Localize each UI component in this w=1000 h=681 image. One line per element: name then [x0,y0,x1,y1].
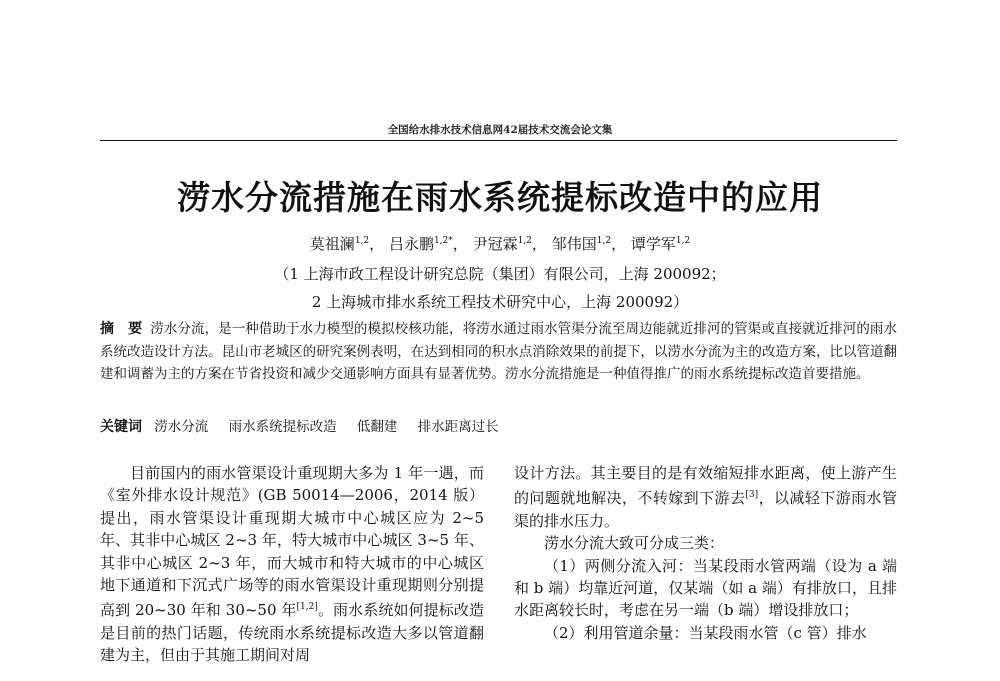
body-column-right [514,462,897,644]
author-affil-mark: 1,2 [675,236,691,246]
header-rule [100,140,897,141]
running-head: 全国给水排水技术信息网42届技术交流会论文集 [387,124,613,136]
body-text: 设计方法。其主要目的是有效缩短排水距离，使上游产生的问题就地解决，不转嫁到下游去 [514,464,897,508]
author-affil-mark: 1,2* [433,236,453,246]
author-name: 莫祖澜 [309,235,355,253]
citation: [3] [745,490,759,501]
body-paragraph [100,462,484,667]
keywords-label: 关键词 [100,419,142,435]
keywords [100,415,897,436]
author-separator: ， [531,235,547,253]
affiliation-1: （1 上海市政工程设计研究总院（集团）有限公司，上海 200092； [274,265,726,283]
body-paragraph: （2）利用管道余量：当某段雨水管（c 管）排水 [544,623,867,642]
author-affil-mark: 1,2 [596,236,612,246]
keyword: 排水距离过长 [417,419,499,435]
author-affil-mark: 1,2 [354,236,370,246]
abstract-text: 涝水分流，是一种借助于水力模型的模拟校核功能，将涝水通过雨水管渠分流至周边能就近排河的管渠或直接就近排河的雨水系统改造设计方法。昆山市老城区的研究案例表明，在达到相同的积水点消除效果的前提下，以涝水分流为主的改造方案，比以管道翻建和调蓄为主的方案在节省投资和减少交通影响方面具有显著优势。涝水分流措施是一种值得推广的雨水系统提标改造首要措施。 [100,321,898,382]
author-separator: ， [452,235,468,253]
paper-title: 涝水分流措施在雨水系统提标改造中的应用 [177,178,823,217]
abstract-label: 摘 要 [100,321,143,337]
keyword: 低翻建 [356,419,398,435]
author-separator: ， [369,235,385,253]
author-affil-mark: 1,2 [517,236,532,246]
keyword: 涝水分流 [154,419,209,435]
author-name: 尹冠霖 [472,235,518,253]
author-separator: ， [611,235,627,253]
body-column-left [100,462,484,667]
author-name: 吕永鹏 [388,235,434,253]
author-list [0,233,1000,254]
body-text: 。雨水系统如何提标改造是目前的热门话题，传统雨水系统提标改造大多以管道翻建为主，但由于其施工期间对周 [100,601,484,665]
author-name: 谭学军 [630,235,676,253]
body-text: ，以减轻下游雨水管渠的排水压力。 [514,489,897,530]
body-paragraph: （1）两侧分流入河：当某段雨水管两端（设为 a 端和 b 端）均靠近河道，仅某端（如 a 端）有排放口，且排水距离较长时，考虑在另一端（b 端）增设排放口； [514,556,897,620]
affiliation-2: 2 上海城市排水系统工程技术研究中心，上海 200092） [311,293,689,311]
abstract [100,318,897,386]
citation: [1,2] [296,602,318,613]
author-name: 邹伟国 [551,235,597,253]
body-text: 目前国内的雨水管渠设计重现期大多为 1 年一遇，而《室外排水设计规范》(GB 50014—2006，2014 版）提出，雨水管渠设计重现期大城市中心城区应为 2~5 年、其非中心城区 2~3 年，特大城市中心城区 3~5 年、其非中心城区 2~3 年，而大城市和特大城市的中心城区地下通道和下沉式广场等的雨水管渠设计重现期则分别提高到 20~30 年和 30~50 年 [100,464,484,620]
body-paragraph [514,462,897,532]
keyword: 雨水系统提标改造 [228,419,337,435]
body-paragraph: 涝水分流大致可分成三类： [544,534,725,553]
